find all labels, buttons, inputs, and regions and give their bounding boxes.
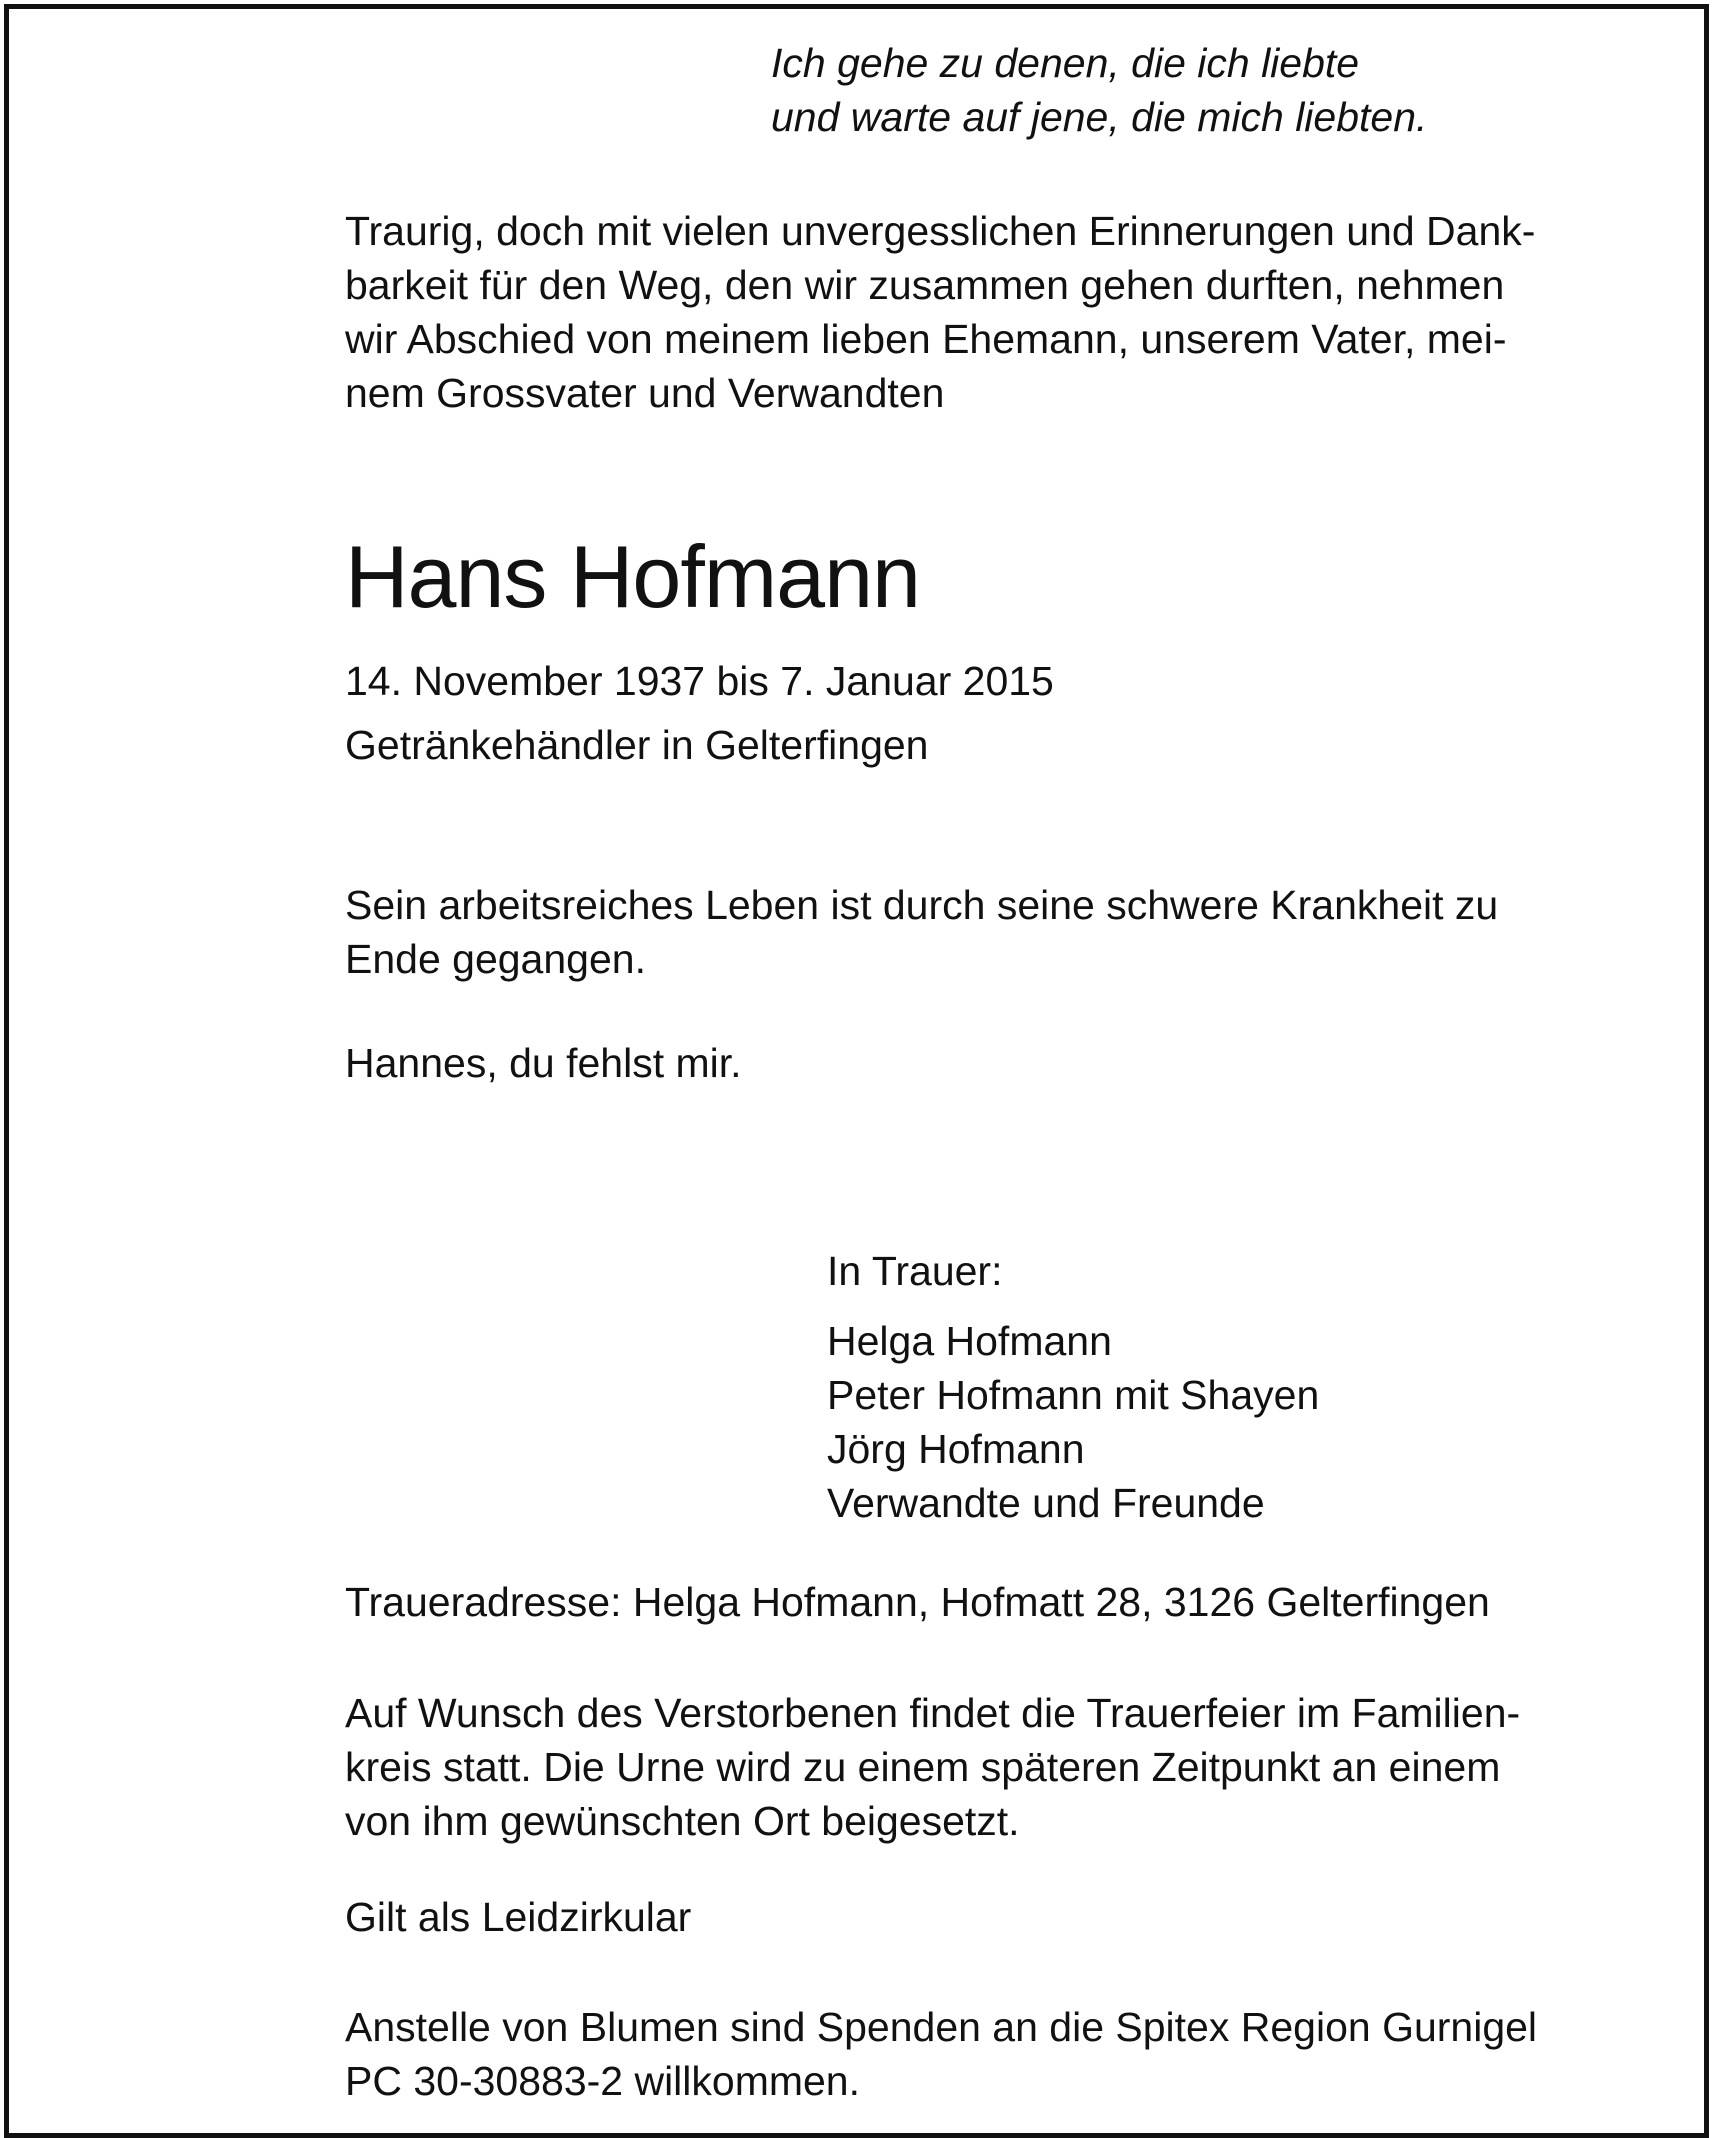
intro-line: wir Abschied von meinem lieben Ehemann, unserem Vater, mei- <box>345 316 1507 362</box>
deceased-name: Hans Hofmann <box>345 527 920 626</box>
personal-message: Hannes, du fehlst mir. <box>345 1040 742 1086</box>
life-dates: 14. November 1937 bis 7. Januar 2015 <box>345 658 1054 704</box>
mourner-name: Helga Hofmann <box>827 1318 1112 1364</box>
intro-line: Traurig, doch mit vielen unvergesslichen Erinnerungen und Dank- <box>345 208 1536 254</box>
mourning-address: Traueradresse: Helga Hofmann, Hofmatt 28, 3126 Gelterfingen <box>345 1579 1490 1625</box>
intro-paragraph <box>345 204 1535 420</box>
intro-line: barkeit für den Weg, den wir zusammen gehen durften, nehmen <box>345 262 1505 308</box>
motto-line: Ich gehe zu denen, die ich liebte <box>771 40 1360 86</box>
ceremony-line: Auf Wunsch des Verstorbenen findet die Trauerfeier im Familien- <box>345 1690 1521 1736</box>
motto-line: und warte auf jene, die mich liebten. <box>771 94 1428 140</box>
mourner-name: Verwandte und Freunde <box>827 1480 1265 1526</box>
message-line: Sein arbeitsreiches Leben ist durch seine schwere Krankheit zu <box>345 882 1499 928</box>
circular-note: Gilt als Leidzirkular <box>345 1894 692 1940</box>
mourner-name: Peter Hofmann mit Shayen <box>827 1372 1320 1418</box>
message-paragraph <box>345 878 1498 986</box>
donation-line: Anstelle von Blumen sind Spenden an die Spitex Region Gurnigel <box>345 2004 1538 2050</box>
donation-paragraph <box>345 2000 1537 2108</box>
mourners-heading: In Trauer: <box>827 1248 1003 1294</box>
ceremony-paragraph <box>345 1686 1520 1848</box>
mourner-name: Jörg Hofmann <box>827 1426 1085 1472</box>
mourners-list <box>827 1314 1319 1530</box>
occupation: Getränkehändler in Gelterfingen <box>345 722 929 768</box>
donation-line: PC 30-30883-2 willkommen. <box>345 2058 861 2104</box>
message-line: Ende gegangen. <box>345 936 646 982</box>
ceremony-line: von ihm gewünschten Ort beigesetzt. <box>345 1798 1020 1844</box>
intro-line: nem Grossvater und Verwandten <box>345 370 945 416</box>
ceremony-line: kreis statt. Die Urne wird zu einem späteren Zeitpunkt an einem <box>345 1744 1501 1790</box>
motto-quote <box>771 36 1427 144</box>
